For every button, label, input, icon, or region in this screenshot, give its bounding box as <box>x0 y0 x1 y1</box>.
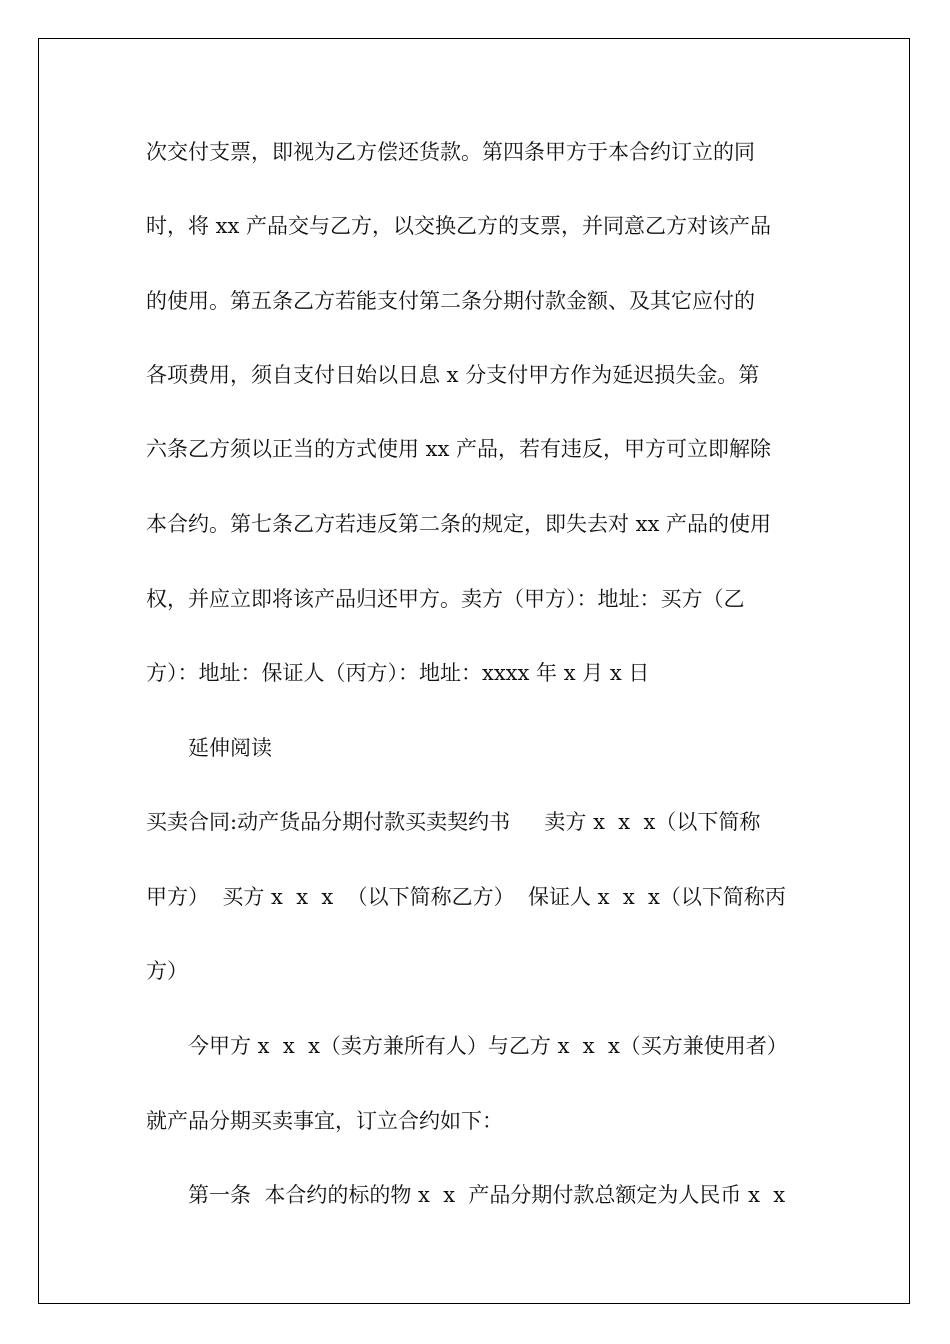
body-text-line: 方）：地址：保证人（丙方）：地址：xxxx 年 x 月 x 日 <box>146 661 650 685</box>
body-text-line: 本合约。第七条乙方若违反第二条的规定，即失去对 xx 产品的使用 <box>146 512 772 536</box>
body-text-line: 的使用。第五条乙方若能支付第二条分期付款金额、及其它应付的 <box>146 289 755 313</box>
body-text-line: 时，将 xx 产品交与乙方，以交换乙方的支票，并同意乙方对该产品 <box>146 214 772 238</box>
body-text-line: 第一条 本合约的标的物 x x 产品分期付款总额定为人民币 x x <box>188 1183 786 1207</box>
body-text-line: 六条乙方须以正当的方式使用 xx 产品，若有违反，甲方可立即解除 <box>146 437 772 461</box>
body-text-line: 权，并应立即将该产品归还甲方。卖方（甲方）：地址：买方（乙 <box>146 587 745 611</box>
body-text-line: 甲方） 买方 x x x （以下简称乙方） 保证人 x x x（以下简称丙 <box>146 885 786 909</box>
body-text-line: 就产品分期买卖事宜，订立合约如下： <box>146 1109 503 1133</box>
body-text-line: 各项费用，须自支付日始以日息 x 分支付甲方作为延迟损失金。第 <box>146 363 760 387</box>
body-text-line: 买卖合同:动产货品分期付款买卖契约书 卖方 x x x（以下简称 <box>146 810 761 834</box>
section-heading-extended-reading: 延伸阅读 <box>188 736 272 760</box>
body-text-line: 今甲方 x x x（卖方兼所有人）与乙方 x x x（买方兼使用者） <box>188 1034 788 1058</box>
body-text-line: 方） <box>146 959 188 983</box>
body-text-line: 次交付支票，即视为乙方偿还货款。第四条甲方于本合约订立的同 <box>146 140 755 164</box>
